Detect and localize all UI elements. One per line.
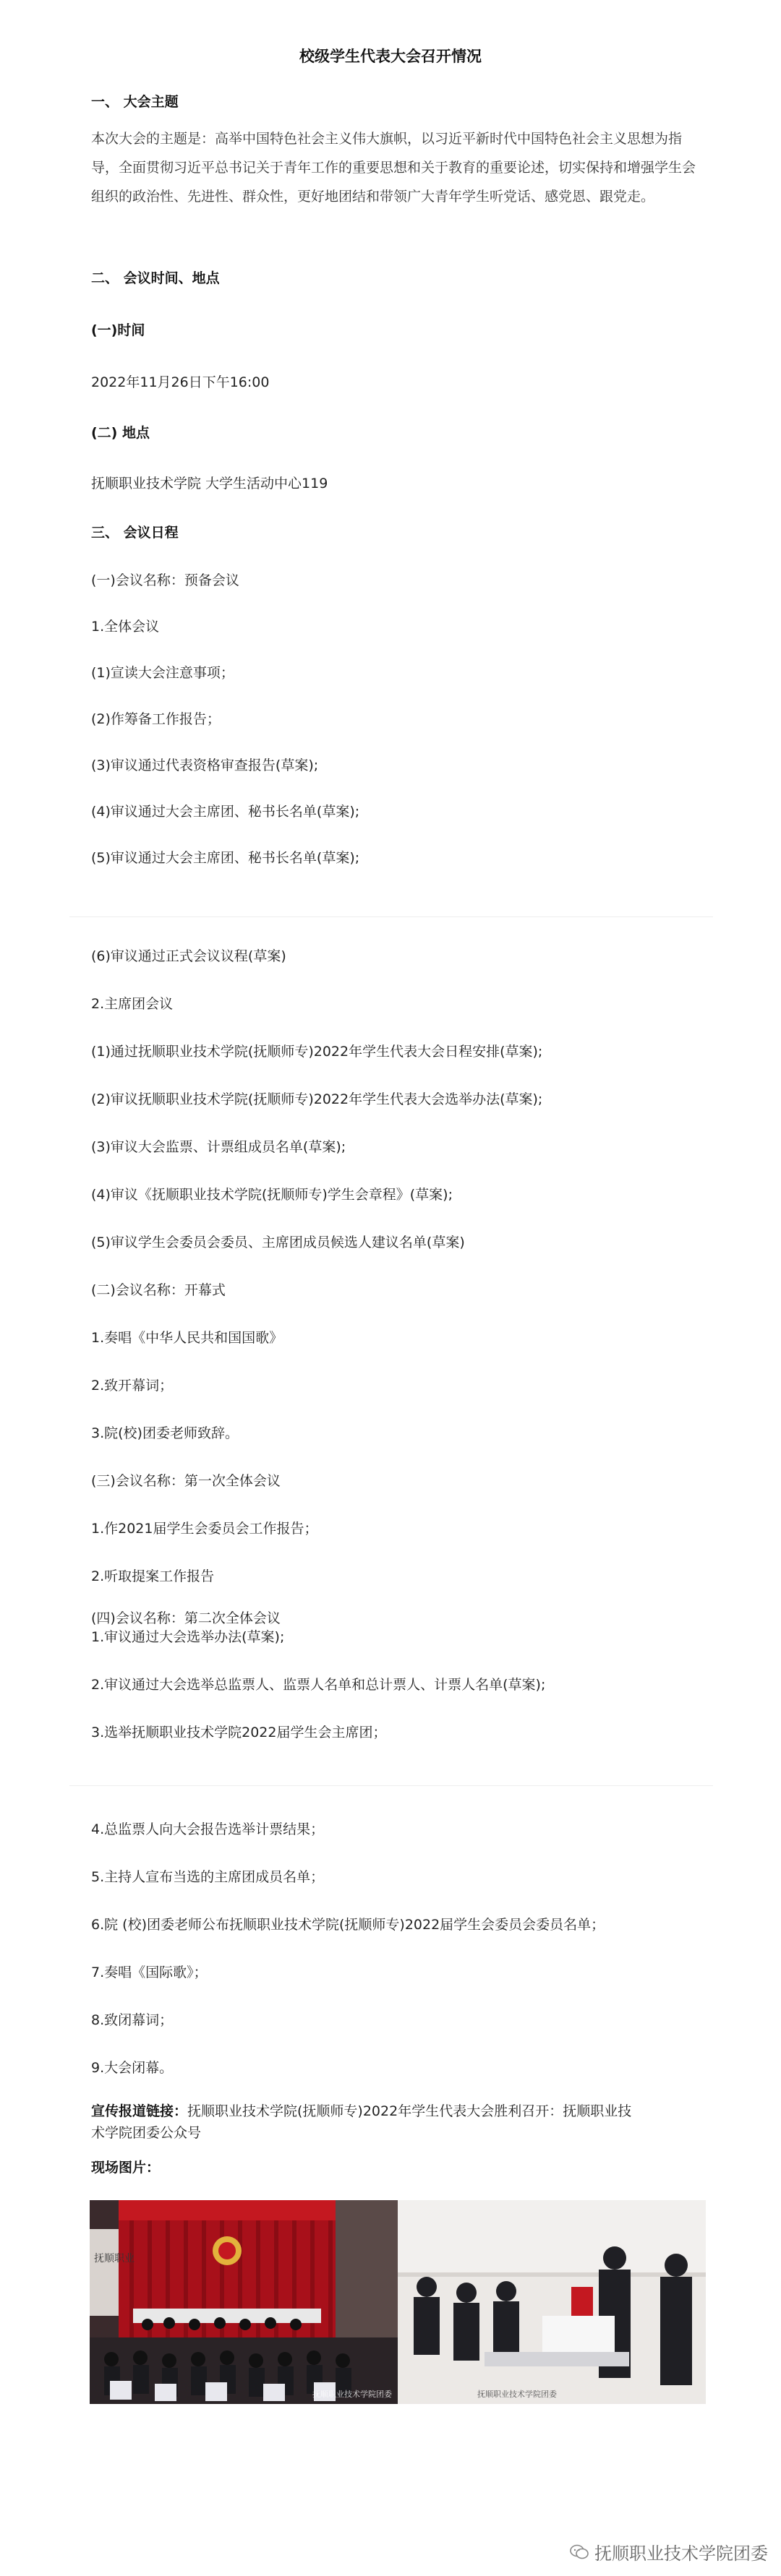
section-heading-agenda: 三、 会议日程: [91, 525, 179, 541]
agenda-item: (3)审议通过代表资格审查报告(草案);: [91, 757, 319, 773]
agenda-item: (6)审议通过正式会议议程(草案): [91, 948, 286, 964]
theme-paragraph-part-1: 本次大会的主题是：高举中国特色社会主义伟大旗帜，以习近平新时代中国特色社会主义思想为指导，全面贯彻习近平总书记关于青年工作的重要思想和关于教育的重要论述，切实保持和: [91, 131, 683, 176]
agenda-item: 9.大会闭幕。: [91, 2060, 174, 2076]
photo-right-watermark: 抚顺职业技术学院团委: [477, 2390, 557, 2399]
agenda-item: (1)宣读大会注意事项；: [91, 665, 234, 681]
agenda-item: 5.主持人宣布当选的主席团成员名单；: [91, 1869, 325, 1885]
voting-illustration: [398, 2200, 706, 2404]
meeting-hall-illustration: [90, 2200, 398, 2404]
agenda-item: 1.作2021届学生会委员会工作报告；: [91, 1521, 318, 1537]
report-link-text-2: 术学院团委公众号: [91, 2125, 202, 2141]
agenda-item: (2)作筹备工作报告；: [91, 711, 221, 727]
agenda-item: 7.奏唱《国际歌》；: [91, 1965, 208, 1980]
agenda-item: (4)审议《抚顺职业技术学院(抚顺师专)学生会章程》(草案);: [91, 1187, 453, 1203]
time-heading: (一)时间: [91, 322, 145, 338]
account-watermark: [570, 2539, 768, 2564]
agenda-item: (1)通过抚顺职业技术学院(抚顺师专)2022年学生代表大会日程安排(草案);: [91, 1044, 543, 1060]
theme-paragraph-part-2: 增强学生会组织的政治性、先进性、群众性，更好地团结和带领广大青年学生听党话、感党恩、跟党走。: [91, 160, 696, 205]
agenda-item: (5)审议通过大会主席团、秘书长名单(草案);: [91, 850, 360, 866]
agenda-item: 4.总监票人向大会报告选举计票结果；: [91, 1821, 325, 1837]
voting-photo: [398, 2200, 706, 2404]
agenda-item: 2.致开幕词；: [91, 1378, 174, 1394]
agenda-item: 1.奏唱《中华人民共和国国歌》: [91, 1330, 283, 1346]
agenda-item: 1.审议通过大会选举办法(草案);: [91, 1629, 285, 1645]
photo-gallery: [90, 2200, 706, 2404]
agenda-item: 2.听取提案工作报告: [91, 1568, 215, 1584]
section-heading-theme: 一、 大会主题: [91, 94, 179, 110]
agenda-item: (5)审议学生会委员会委员、主席团成员候选人建议名单(草案): [91, 1235, 465, 1250]
page-break-divider: [69, 1785, 713, 1786]
meeting-hall-photo: [90, 2200, 398, 2404]
section-heading-time-place: 二、 会议时间、地点: [91, 270, 220, 286]
account-watermark-text: 抚顺职业技术学院团委: [594, 2543, 768, 2564]
agenda-item: 3.院(校)团委老师致辞。: [91, 1425, 239, 1441]
meeting-place: 抚顺职业技术学院 大学生活动中心119: [91, 476, 328, 491]
document-title: 校级学生代表大会召开情况: [299, 48, 482, 65]
agenda-item: (2)审议抚顺职业技术学院(抚顺师专)2022年学生代表大会选举办法(草案);: [91, 1091, 543, 1107]
agenda-item: (3)审议大会监票、计票组成员名单(草案);: [91, 1139, 346, 1155]
agenda-item: (一)会议名称：预备会议: [91, 572, 239, 588]
agenda-item: 6.院 (校)团委老师公布抚顺职业技术学院(抚顺师专)2022届学生会委员会委员名单；: [91, 1917, 605, 1933]
agenda-item: 8.致闭幕词；: [91, 2012, 174, 2028]
wechat-icon: [570, 2544, 589, 2560]
agenda-item: 2.审议通过大会选举总监票人、监票人名单和总计票人、计票人名单(草案);: [91, 1677, 546, 1693]
agenda-item: (三)会议名称：第一次全体会议: [91, 1473, 281, 1489]
photo-left-watermark: 抚顺职业技术学院团委: [312, 2390, 392, 2399]
agenda-item: 1.全体会议: [91, 619, 160, 635]
report-link-label: 宣传报道链接：: [91, 2103, 188, 2119]
page-break-divider: [69, 916, 713, 917]
agenda-item: (二)会议名称：开幕式: [91, 1282, 226, 1298]
place-heading: (二) 地点: [91, 425, 150, 441]
agenda-item: (4)审议通过大会主席团、秘书长名单(草案);: [91, 804, 360, 820]
report-link-text-1: 抚顺职业技术学院(抚顺师专)2022年学生代表大会胜利召开：抚顺职业技: [187, 2103, 632, 2119]
agenda-item: (四)会议名称：第二次全体会议: [91, 1610, 281, 1626]
report-link[interactable]: [91, 2102, 706, 2121]
agenda-item: 2.主席团会议: [91, 996, 174, 1012]
meeting-time: 2022年11月26日下午16:00: [91, 374, 270, 390]
theme-paragraph: [91, 124, 706, 211]
photos-label: 现场图片：: [91, 2160, 161, 2176]
photo-left-banner-text: 抚顺职业: [94, 2253, 135, 2264]
agenda-item: 3.选举抚顺职业技术学院2022届学生会主席团；: [91, 1725, 387, 1740]
